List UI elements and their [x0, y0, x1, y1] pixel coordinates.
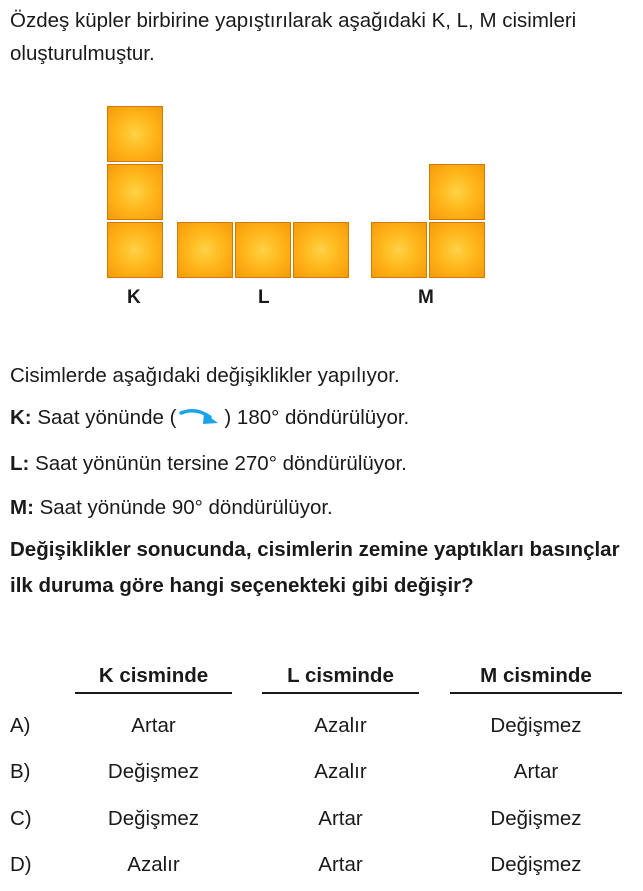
change-m-text: Saat yönünde 90° döndürülüyor. — [39, 496, 333, 519]
option-d-k: Azalır — [127, 853, 180, 876]
header-l: L cisminde — [287, 664, 394, 687]
m-cube-bottom-left — [371, 222, 427, 278]
l-cube-right — [293, 222, 349, 278]
option-b-k: Değişmez — [107, 760, 200, 783]
option-b-m: Artar — [513, 760, 559, 783]
change-l-label: L: — [10, 452, 30, 475]
k-cube-middle — [107, 164, 163, 220]
l-cube-middle — [235, 222, 291, 278]
m-cube-top-right — [429, 164, 485, 220]
header-k-underline — [75, 692, 232, 694]
header-k: K cisminde — [98, 664, 209, 687]
option-b-l: Azalır — [314, 760, 367, 783]
option-b[interactable]: B) — [10, 760, 31, 783]
intro-text: Özdeş küpler birbirine yapıştırılarak aşağıdaki K, L, M cisimleri oluşturulmuştur. — [10, 9, 577, 65]
k-cube-bottom — [107, 222, 163, 278]
option-c-m: Değişmez — [490, 807, 582, 830]
header-m: M cisminde — [480, 664, 592, 687]
option-a-m: Değişmez — [490, 714, 582, 737]
change-l — [10, 452, 407, 476]
option-d-l: Artar — [318, 853, 363, 876]
option-c[interactable]: C) — [10, 807, 32, 830]
option-d-m: Değişmez — [490, 853, 582, 876]
changes-intro: Cisimlerde aşağıdaki değişiklikler yapılıyor. — [10, 364, 400, 387]
option-c-k: Değişmez — [107, 807, 200, 830]
m-cube-bottom-right — [429, 222, 485, 278]
option-d[interactable]: D) — [10, 853, 32, 876]
cube-figure — [0, 0, 643, 340]
header-l-underline — [262, 692, 419, 694]
option-a-l: Azalır — [314, 714, 367, 737]
label-m: M — [418, 287, 434, 308]
label-l: L — [258, 287, 270, 308]
change-m — [10, 496, 333, 520]
change-k-label: K: — [10, 406, 32, 429]
option-a-k: Artar — [131, 714, 176, 737]
change-l-text: Saat yönünün tersine 270° döndürülüyor. — [35, 452, 407, 475]
option-c-l: Artar — [318, 807, 363, 830]
change-m-label: M: — [10, 496, 34, 519]
change-k — [10, 406, 409, 430]
clockwise-arrow-icon — [176, 407, 224, 427]
k-cube-top — [107, 106, 163, 162]
change-k-before: Saat yönünde ( — [37, 406, 177, 429]
l-cube-left — [177, 222, 233, 278]
option-a[interactable]: A) — [10, 714, 31, 737]
question-text: Değişiklikler sonucunda, cisimlerin zemine yaptıkları basınçlar ilk duruma göre hangi seçenekteki gibi değişir? — [10, 538, 620, 597]
label-k: K — [127, 287, 141, 308]
change-k-after: ) 180° döndürülüyor. — [224, 406, 410, 429]
header-m-underline — [450, 692, 622, 694]
